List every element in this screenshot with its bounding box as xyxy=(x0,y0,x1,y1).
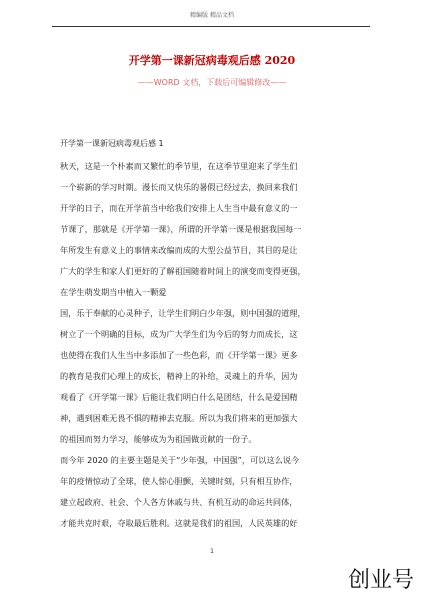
body-line: 神，遇到困难无畏不惧的精神去克服。所以为我们将来的更加强大 xyxy=(60,413,298,423)
article-heading: 开学第一课新冠病毒观后感 1 xyxy=(60,139,164,148)
body-line: 也使得在我们人生当中多添加了一些色彩，而《开学第一课》更多 xyxy=(60,350,298,360)
document-title: 开学第一课新冠病毒观后感 2020 xyxy=(128,54,296,67)
body-line: 的教育是我们心理上的成长，精神上的补给，灵魂上的升华，因为 xyxy=(60,371,298,381)
body-line: 节课了，那就是《开学第一课》，所谓的开学第一课是根据我国每一 xyxy=(60,224,302,234)
watermark-logo: 创业号 xyxy=(347,568,414,593)
body-line: 观看了《开学第一课》后能让我们明白什么是团结，什么是爱国精 xyxy=(60,392,298,402)
body-line: 建立起政府、社会、个人各方休戚与共、有机互动的命运共同体， xyxy=(60,497,298,507)
article-heading-block xyxy=(60,139,370,149)
body-line: 一个崭新的学习时期。漫长而又快乐的暑假已经过去，换回来我们 xyxy=(60,182,298,192)
article-body xyxy=(60,156,370,534)
header-divider xyxy=(52,26,370,27)
body-line: 年所发生有意义上的事情来改编而成的大型公益节目，其目的是让 xyxy=(60,245,298,255)
body-line: 开学的日子，而在开学前当中给我们安排上人生当中最有意义的一 xyxy=(60,203,298,213)
body-line: 广大的学生和家人们更好的了解祖国随着时间上的演变而变得更强， xyxy=(60,266,306,276)
body-line: 在学生萌发期当中植入一颗爱 xyxy=(60,287,167,297)
body-line: 的祖国而努力学习，能够成为为祖国做贡献的一份子。 xyxy=(60,434,257,444)
body-line: 年的疫情惊动了全球，使人惊心胆颤，关键时刻，只有相互协作， xyxy=(60,476,298,486)
body-line: 秋天，这是一个朴素而又繁忙的季节里，在这季节里迎来了学生们 xyxy=(60,161,298,171)
page-number: 1 xyxy=(210,548,214,555)
body-line: 树立了一个明确的目标，成为广大学生们为今后的努力而成长，这 xyxy=(60,329,298,339)
body-line: 国，乐于奉献的心灵种子，让学生们明白少年强，则中国强的道理， xyxy=(60,308,306,318)
page-header: 精编版 精品文档 xyxy=(190,12,234,19)
document-subtitle: ——WORD 文档，下载后可编辑修改—— xyxy=(137,78,287,87)
body-line: 而今年 2020 的主要主题是关于“少年强，中国强”，可以这么说今 xyxy=(60,455,300,465)
body-line: 才能共克时艰，夺取最后胜利。这就是我们的祖国，人民英雄的好 xyxy=(60,518,298,528)
